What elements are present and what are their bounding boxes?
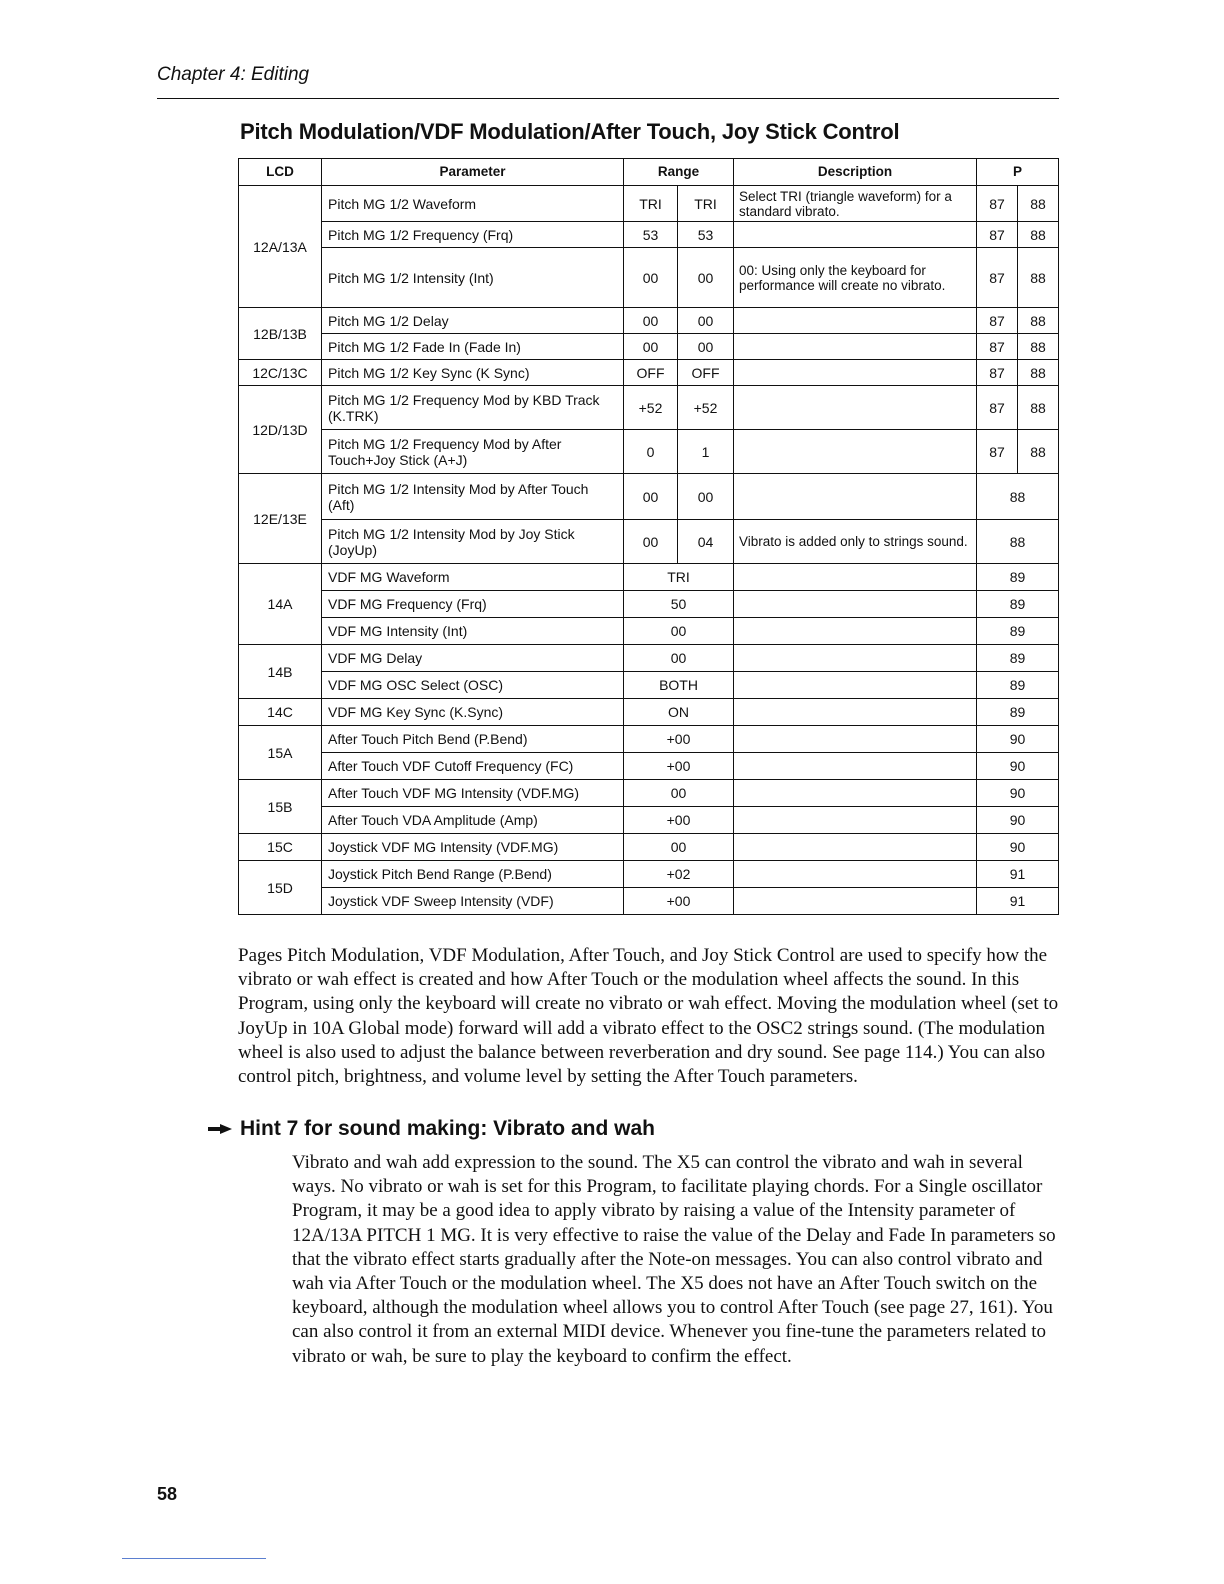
range-cell: 00 xyxy=(624,334,678,360)
lcd-cell: 14B xyxy=(239,645,322,699)
description-cell: 00: Using only the keyboard for performance will create no vibrato. xyxy=(734,248,977,308)
parameter-cell: After Touch Pitch Bend (P.Bend) xyxy=(322,726,624,753)
range-cell: 00 xyxy=(678,474,734,520)
lcd-cell: 12E/13E xyxy=(239,474,322,564)
lcd-cell: 14C xyxy=(239,699,322,726)
range-cell: 00 xyxy=(624,520,678,564)
page-cell: 88 xyxy=(1018,222,1059,248)
range-cell: 53 xyxy=(624,222,678,248)
range-cell: +52 xyxy=(678,386,734,430)
description-cell xyxy=(734,672,977,699)
table-row xyxy=(239,834,1059,861)
description-cell xyxy=(734,564,977,591)
parameter-cell: Pitch MG 1/2 Waveform xyxy=(322,186,624,222)
lcd-cell: 12C/13C xyxy=(239,360,322,386)
page-cell: 88 xyxy=(977,474,1059,520)
lcd-cell: 12A/13A xyxy=(239,186,322,308)
page-cell: 88 xyxy=(1018,308,1059,334)
table-header-row xyxy=(239,159,1059,186)
lcd-cell: 12B/13B xyxy=(239,308,322,360)
header-range: Range xyxy=(624,159,734,186)
range-cell: 00 xyxy=(678,248,734,308)
table-row xyxy=(239,222,1059,248)
table-row xyxy=(239,726,1059,753)
lcd-cell: 15D xyxy=(239,861,322,915)
parameter-cell: After Touch VDF MG Intensity (VDF.MG) xyxy=(322,780,624,807)
parameter-cell: VDF MG OSC Select (OSC) xyxy=(322,672,624,699)
header-description: Description xyxy=(734,159,977,186)
parameter-cell: Pitch MG 1/2 Frequency (Frq) xyxy=(322,222,624,248)
page-cell: 91 xyxy=(977,861,1059,888)
page-cell: 87 xyxy=(977,308,1018,334)
table-row xyxy=(239,645,1059,672)
range-cell: +00 xyxy=(624,888,734,915)
table-row xyxy=(239,334,1059,360)
range-cell: TRI xyxy=(624,186,678,222)
table-row xyxy=(239,753,1059,780)
description-cell xyxy=(734,888,977,915)
lcd-cell: 15B xyxy=(239,780,322,834)
page-cell: 89 xyxy=(977,672,1059,699)
range-cell: +02 xyxy=(624,861,734,888)
chapter-header: Chapter 4: Editing xyxy=(157,64,310,85)
range-cell: 00 xyxy=(624,618,734,645)
range-cell: TRI xyxy=(678,186,734,222)
description-cell xyxy=(734,645,977,672)
table-row xyxy=(239,360,1059,386)
section-title: Pitch Modulation/VDF Modulation/After Touch, Joy Stick Control xyxy=(240,119,900,144)
description-cell xyxy=(734,474,977,520)
parameter-cell: Pitch MG 1/2 Key Sync (K Sync) xyxy=(322,360,624,386)
range-cell: +00 xyxy=(624,807,734,834)
page-cell: 88 xyxy=(1018,334,1059,360)
table-row xyxy=(239,807,1059,834)
page-cell: 87 xyxy=(977,334,1018,360)
body-paragraph: Pages Pitch Modulation, VDF Modulation, After Touch, and Joy Stick Control are used to specify how the vibrato or wah effect is created and how After Touch or the modulation wheel affects the sound. In this Program, using only the keyboard will create no vibrato or wah effect. Moving the modulation wheel (set to JoyUp in 10A Global mode) forward will add a vibrato effect to the OSC2 strings sound. (The modulation wheel is also used to adjust the balance between reverberation and dry sound. See page 114.) You can also control pitch, brightness, and volume level by setting the After Touch parameters. xyxy=(238,945,1059,1088)
page-cell: 89 xyxy=(977,591,1059,618)
parameter-cell: VDF MG Intensity (Int) xyxy=(322,618,624,645)
hint-text: Vibrato and wah add expression to the sound. The X5 can control the vibrato and wah in several ways. No vibrato or wah is set for this Program, to facilitate playing chords. For a Single oscillator Program, it may be a good idea to apply vibrato by raising a value of the Intensity parameter of 12A/13A PITCH 1 MG. It is very effective to raise the value of the Delay and Fade In parameters so that the vibrato effect starts gradually after the Note-on messages. You can also control vibrato and wah via After Touch or the modulation wheel. The X5 does not have an After Touch switch on the keyboard, although the modulation wheel allows you to control After Touch (see page 27, 161). You can also control it from an external MIDI device. Whenever you fine-tune the parameters related to vibrato or wah, be sure to play the keyboard to confirm the effect. xyxy=(292,1152,1056,1367)
range-cell: ON xyxy=(624,699,734,726)
page-cell: 88 xyxy=(977,520,1059,564)
range-cell: 50 xyxy=(624,591,734,618)
page-cell: 87 xyxy=(977,360,1018,386)
lcd-cell: 14A xyxy=(239,564,322,645)
table-row xyxy=(239,520,1059,564)
range-cell: TRI xyxy=(624,564,734,591)
parameter-cell: Pitch MG 1/2 Intensity (Int) xyxy=(322,248,624,308)
parameter-cell: VDF MG Key Sync (K.Sync) xyxy=(322,699,624,726)
description-cell xyxy=(734,308,977,334)
page-cell: 88 xyxy=(1018,430,1059,474)
parameter-cell: Pitch MG 1/2 Frequency Mod by KBD Track (K.TRK) xyxy=(322,386,624,430)
hint-title: Hint 7 for sound making: Vibrato and wah xyxy=(240,1117,655,1140)
page-cell: 90 xyxy=(977,726,1059,753)
range-cell: BOTH xyxy=(624,672,734,699)
description-cell xyxy=(734,591,977,618)
lcd-cell: 15A xyxy=(239,726,322,780)
parameter-cell: After Touch VDA Amplitude (Amp) xyxy=(322,807,624,834)
range-cell: OFF xyxy=(678,360,734,386)
table-row xyxy=(239,430,1059,474)
parameter-cell: VDF MG Frequency (Frq) xyxy=(322,591,624,618)
header-p: P xyxy=(977,159,1059,186)
range-cell: 00 xyxy=(624,248,678,308)
range-cell: 04 xyxy=(678,520,734,564)
description-cell xyxy=(734,430,977,474)
page-cell: 89 xyxy=(977,618,1059,645)
page-cell: 90 xyxy=(977,780,1059,807)
header-parameter: Parameter xyxy=(322,159,624,186)
range-cell: 53 xyxy=(678,222,734,248)
description-cell xyxy=(734,334,977,360)
range-cell: 00 xyxy=(624,308,678,334)
parameter-cell: Pitch MG 1/2 Intensity Mod by Joy Stick (JoyUp) xyxy=(322,520,624,564)
range-cell: 00 xyxy=(624,834,734,861)
range-cell: 00 xyxy=(678,308,734,334)
page-cell: 89 xyxy=(977,699,1059,726)
page-number: 58 xyxy=(157,1484,178,1504)
parameter-cell: After Touch VDF Cutoff Frequency (FC) xyxy=(322,753,624,780)
range-cell: 00 xyxy=(624,474,678,520)
page-cell: 89 xyxy=(977,564,1059,591)
description-cell xyxy=(734,807,977,834)
range-cell: 0 xyxy=(624,430,678,474)
page-cell: 87 xyxy=(977,222,1018,248)
parameter-cell: Joystick VDF Sweep Intensity (VDF) xyxy=(322,888,624,915)
header-rule xyxy=(157,98,1059,99)
description-cell xyxy=(734,726,977,753)
page-cell: 89 xyxy=(977,645,1059,672)
lcd-cell: 12D/13D xyxy=(239,386,322,474)
page-cell: 88 xyxy=(1018,248,1059,308)
page-cell: 90 xyxy=(977,807,1059,834)
lcd-cell: 15C xyxy=(239,834,322,861)
description-cell xyxy=(734,753,977,780)
footer-divider xyxy=(122,1558,266,1559)
range-cell: 00 xyxy=(624,645,734,672)
description-cell xyxy=(734,222,977,248)
range-cell: 1 xyxy=(678,430,734,474)
header-lcd: LCD xyxy=(239,159,322,186)
table-row xyxy=(239,672,1059,699)
range-cell: OFF xyxy=(624,360,678,386)
pointing-hand-icon xyxy=(206,1122,234,1136)
description-cell xyxy=(734,861,977,888)
description-cell xyxy=(734,780,977,807)
range-cell: +00 xyxy=(624,726,734,753)
table-row xyxy=(239,474,1059,520)
description-cell xyxy=(734,699,977,726)
parameter-cell: Pitch MG 1/2 Frequency Mod by After Touch+Joy Stick (A+J) xyxy=(322,430,624,474)
table-row xyxy=(239,386,1059,430)
table-row xyxy=(239,591,1059,618)
description-cell xyxy=(734,618,977,645)
table-row xyxy=(239,861,1059,888)
range-cell: 00 xyxy=(624,780,734,807)
range-cell: 00 xyxy=(678,334,734,360)
parameter-cell: Joystick Pitch Bend Range (P.Bend) xyxy=(322,861,624,888)
range-cell: +52 xyxy=(624,386,678,430)
page-cell: 87 xyxy=(977,248,1018,308)
page-cell: 87 xyxy=(977,430,1018,474)
page-cell: 88 xyxy=(1018,386,1059,430)
page-cell: 87 xyxy=(977,186,1018,222)
table-row xyxy=(239,780,1059,807)
table-row xyxy=(239,308,1059,334)
parameter-cell: Joystick VDF MG Intensity (VDF.MG) xyxy=(322,834,624,861)
page-cell: 88 xyxy=(1018,186,1059,222)
page-cell: 87 xyxy=(977,386,1018,430)
table-row xyxy=(239,618,1059,645)
page-cell: 88 xyxy=(1018,360,1059,386)
parameter-cell: Pitch MG 1/2 Intensity Mod by After Touch (Aft) xyxy=(322,474,624,520)
parameter-table xyxy=(238,158,1059,915)
table-row xyxy=(239,564,1059,591)
parameter-cell: Pitch MG 1/2 Delay xyxy=(322,308,624,334)
description-cell: Select TRI (triangle waveform) for a standard vibrato. xyxy=(734,186,977,222)
parameter-cell: VDF MG Delay xyxy=(322,645,624,672)
table-row xyxy=(239,186,1059,222)
description-cell xyxy=(734,360,977,386)
table-row xyxy=(239,699,1059,726)
page-cell: 90 xyxy=(977,834,1059,861)
page-cell: 91 xyxy=(977,888,1059,915)
parameter-cell: VDF MG Waveform xyxy=(322,564,624,591)
range-cell: +00 xyxy=(624,753,734,780)
description-cell xyxy=(734,386,977,430)
parameter-cell: Pitch MG 1/2 Fade In (Fade In) xyxy=(322,334,624,360)
description-cell xyxy=(734,834,977,861)
description-cell: Vibrato is added only to strings sound. xyxy=(734,520,977,564)
page-cell: 90 xyxy=(977,753,1059,780)
table-row xyxy=(239,248,1059,308)
table-row xyxy=(239,888,1059,915)
